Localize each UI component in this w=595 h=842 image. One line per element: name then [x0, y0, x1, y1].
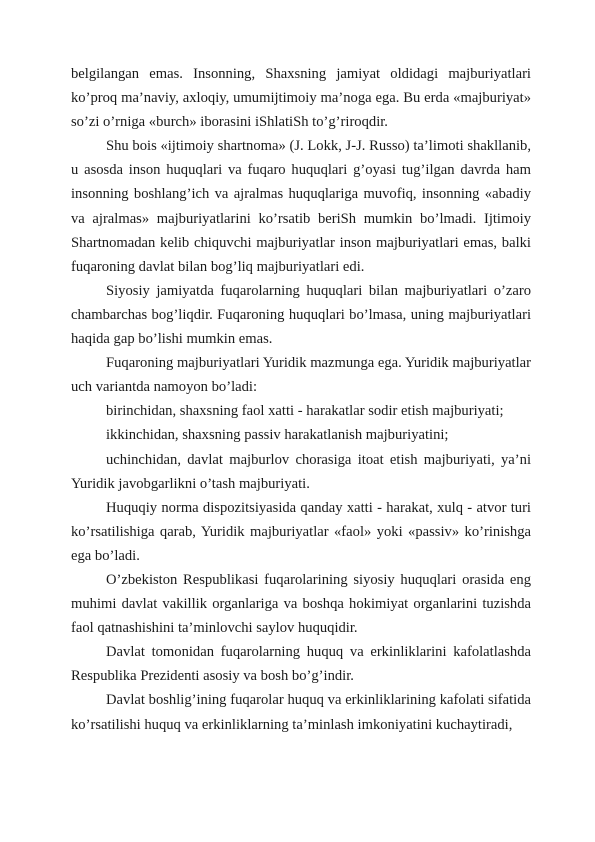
- paragraph-3: Siyosiy jamiyatda fuqarolarning huquqlari bilan majburiyatlari o’zaro chambarchas bog’liqdir. Fuqaroning huquqlari bo’lmasa, uning majburiyatlari haqida gap bo’lishi mumkin emas.: [71, 282, 531, 348]
- document-page: [71, 62, 531, 737]
- list-item-3: uchinchidan, davlat majburlov chorasiga itoat etish majburiyati, ya’ni Yuridik javobgarlikni o’tash majburiyati.: [71, 451, 531, 492]
- paragraph-4: Fuqaroning majburiyatlari Yuridik mazmunga ega. Yuridik majburiyatlar uch variantda namoyon bo’ladi:: [71, 355, 531, 396]
- paragraph-8: Davlat boshlig’ining fuqarolar huquq va erkinliklarining kafolati sifatida ko’rsatilishi huquq va erkinliklarning ta’minlash imkoniyatini kuchaytiradi,: [71, 692, 531, 733]
- paragraph-5: Huquqiy norma dispozitsiyasida qanday xatti - harakat, xulq - atvor turi ko’rsatilishiga qarab, Yuridik majburiyatlar «faol» yoki «passiv» ko’rinishga ega bo’ladi.: [71, 499, 531, 564]
- paragraph-1: belgilangan emas. Insonning, Shaxsning jamiyat oldidagi majburiyatlari ko’proq ma’naviy, axloqiy, umumijtimoiy ma’noga ega. Bu erda «majburiyat» so’zi o’rniga «burch» iborasini iShlatiSh to’g’riroqdir.: [71, 66, 531, 131]
- list-item-2: ikkinchidan, shaxsning passiv harakatlanish majburiyatini;: [106, 427, 449, 444]
- list-item-1: birinchidan, shaxsning faol xatti - harakatlar sodir etish majburiyati;: [106, 403, 504, 420]
- paragraph-6: O’zbekiston Respublikasi fuqarolarining siyosiy huquqlari orasida eng muhimi davlat vakillik organlariga va boshqa hokimiyat organlarini tuzishda faol qatnashishini ta’minlovchi saylov huquqidir.: [71, 571, 531, 637]
- paragraph-2: Shu bois «ijtimoiy shartnoma» (J. Lokk, J-J. Russo) ta’limoti shakllanib, u asosda inson huquqlari va fuqaro huquqlari g’oyasi tug’ilgan davrda ham insonning boshlang’ich va ajralmas huquqlariga muvofiq, insonning «abadiy va ajralmas» majburiyatlarini ko’rsatib beriSh mumkin bo’lmadi. Ijtimoiy Shartnomadan kelib chiquvchi majburiyatlar inson majburiyatlari emas, balki fuqaroning davlat bilan bog’liq majburiyatlari edi.: [71, 138, 531, 275]
- paragraph-7: Davlat tomonidan fuqarolarning huquq va erkinliklarini kafolatlashda Respublika Prezidenti asosiy va bosh bo’g’indir.: [71, 644, 531, 685]
